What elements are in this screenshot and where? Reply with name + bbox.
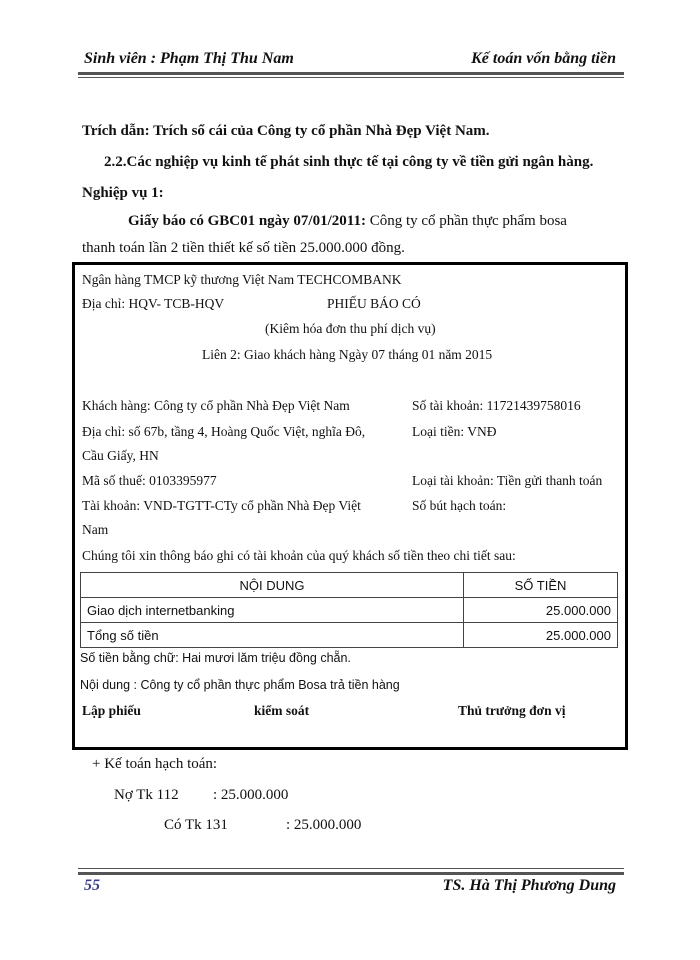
slip-title: PHIẾU BÁO CÓ	[327, 296, 421, 311]
slip-customer-address-2: Cầu Giấy, HN	[82, 448, 159, 463]
debit-amount: : 25.000.000	[213, 787, 289, 803]
header-student: Sinh viên : Phạm Thị Thu Nam	[84, 50, 294, 67]
table-header-row	[81, 573, 618, 598]
excerpt-line: Trích dẫn: Trích sổ cái của Công ty cổ phần Nhà Đẹp Việt Nam.	[82, 123, 490, 139]
slip-entry-no: Số bút hạch toán:	[412, 498, 507, 513]
table-row	[81, 598, 618, 623]
accounting-heading: + Kế toán hạch toán:	[92, 756, 218, 772]
sign-head: Thủ trưởng đơn vị	[458, 703, 566, 718]
header-subject: Kế toán vốn bằng tiền	[471, 50, 616, 67]
page-number: 55	[84, 877, 100, 894]
slip-amount-words: Số tiền bằng chữ: Hai mươi lăm triệu đồng chẵn.	[80, 651, 351, 665]
credit-amount: : 25.000.000	[286, 817, 362, 833]
table-row	[81, 623, 618, 648]
footer-rule-thin	[78, 868, 624, 869]
slip-tax-code: Mã số thuế: 0103395977	[82, 473, 217, 488]
col-header-amount: SỐ TIỀN	[464, 573, 618, 598]
sign-preparer: Lập phiếu	[82, 703, 141, 718]
para-bold: Giấy báo có GBC01 ngày 07/01/2011:	[128, 213, 366, 229]
intro-paragraph	[128, 213, 567, 230]
slip-content: Nội dung : Công ty cổ phần thực phẩm Bosa trả tiền hàng	[80, 678, 400, 692]
slip-address: Địa chỉ: HQV- TCB-HQV	[82, 296, 225, 311]
slip-bank: Ngân hàng TMCP kỹ thương Việt Nam TECHCOMBANK	[82, 272, 402, 287]
intro-paragraph-line2: thanh toán lần 2 tiền thiết kế số tiền 25.000.000 đồng.	[82, 240, 405, 256]
slip-customer: Khách hàng: Công ty cổ phần Nhà Đẹp Việt Nam	[82, 398, 350, 413]
slip-account-type: Loại tài khoản: Tiền gửi thanh toán	[412, 473, 603, 488]
slip-account: Tài khoản: VND-TGTT-CTy cổ phần Nhà Đẹp Việt	[82, 498, 361, 513]
slip-currency: Loại tiền: VNĐ	[412, 424, 497, 439]
debit-label: Nợ Tk 112	[114, 787, 179, 803]
row-description: Tổng số tiền	[81, 623, 464, 648]
slip-customer-address: Địa chỉ: số 67b, tầng 4, Hoàng Quốc Việt, nghĩa Đô,	[82, 424, 366, 439]
slip-notice: Chúng tôi xin thông báo ghi có tài khoản của quý khách số tiền theo chi tiết sau:	[82, 548, 516, 563]
row-amount: 25.000.000	[464, 598, 618, 623]
row-description: Giao dịch internetbanking	[81, 598, 464, 623]
col-header-content: NỘI DUNG	[81, 573, 464, 598]
header-rule-thin	[78, 77, 624, 78]
slip-account-2: Nam	[82, 522, 109, 537]
slip-detail-table	[80, 572, 618, 648]
slip-subtitle: (Kiêm hóa đơn thu phí dịch vụ)	[265, 321, 436, 336]
row-amount: 25.000.000	[464, 623, 618, 648]
credit-label: Có Tk 131	[164, 817, 228, 833]
section-heading: 2.2.Các nghiệp vụ kinh tế phát sinh thực tế tại công ty về tiền gửi ngân hàng.	[104, 154, 594, 170]
slip-account-no: Số tài khoản: 11721439758016	[412, 398, 581, 413]
para-rest: Công ty cổ phần thực phẩm bosa	[365, 213, 567, 229]
footer-advisor: TS. Hà Thị Phương Dung	[442, 877, 616, 894]
task-heading: Nghiệp vụ 1:	[82, 185, 164, 201]
header-rule	[78, 72, 624, 75]
footer-rule	[78, 872, 624, 875]
slip-copy-date: Liên 2: Giao khách hàng Ngày 07 tháng 01 năm 2015	[202, 347, 493, 362]
sign-controller: kiểm soát	[254, 703, 310, 718]
